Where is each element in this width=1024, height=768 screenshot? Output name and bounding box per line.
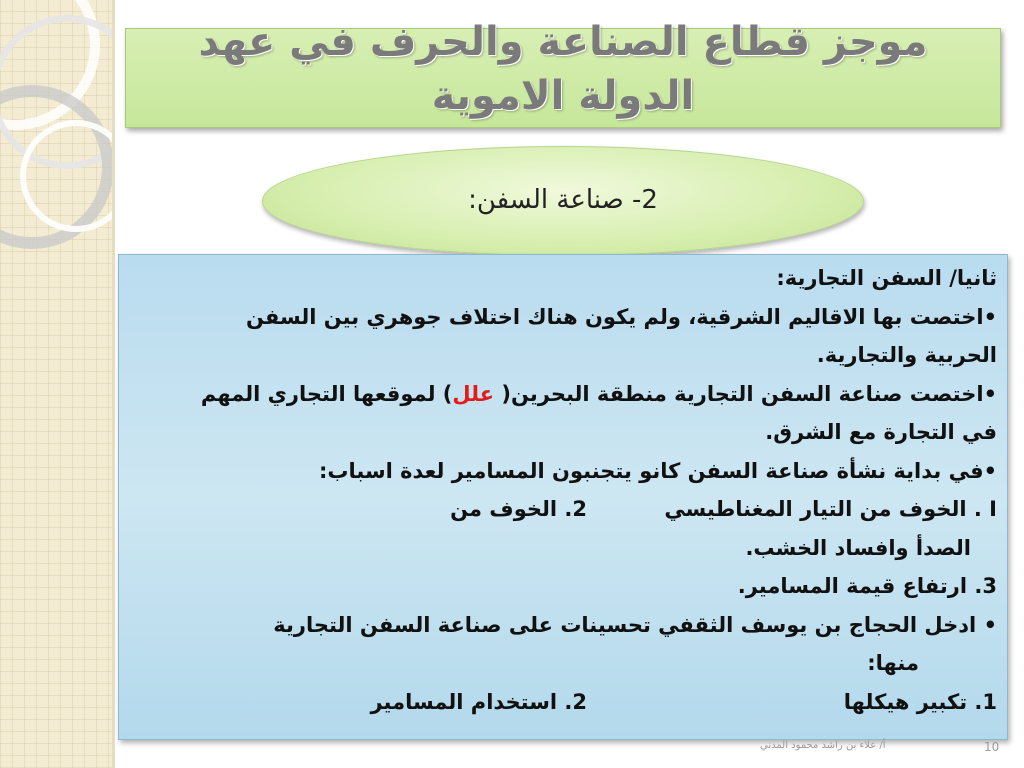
content-text bbox=[131, 259, 997, 721]
content-box bbox=[118, 254, 1008, 740]
subtitle-oval bbox=[262, 146, 864, 256]
improvement-2: 2. استخدام المسامير bbox=[370, 689, 587, 714]
title-banner bbox=[125, 19, 1001, 128]
footer-author: أ/ علاء بن راشد محمود المدني bbox=[760, 740, 886, 751]
reasons-row bbox=[131, 490, 997, 529]
reason-keyword: علل bbox=[452, 381, 495, 406]
improvements-row bbox=[131, 683, 997, 722]
side-panel-edge bbox=[112, 0, 115, 768]
section-heading: ثانيا/ السفن التجارية: bbox=[776, 266, 997, 290]
bullet-1-line-1: •اختصت بها الاقاليم الشرقية، ولم يكون هناك اختلاف جوهري بين السفن bbox=[245, 304, 997, 329]
bullet-4-line-2: منها: bbox=[867, 651, 919, 675]
improvement-1: 1. تكبير هيكلها bbox=[843, 689, 997, 714]
reason-2: 2. الخوف من bbox=[450, 497, 587, 521]
bullet-2-line-1 bbox=[131, 375, 997, 414]
decorative-side-panel bbox=[0, 0, 112, 768]
bullet-1-line-2: الحربية والتجارية. bbox=[816, 343, 997, 367]
bullet-4-line-1: • ادخل الحجاج بن يوسف الثقفي تحسينات على صناعة السفن التجارية bbox=[273, 612, 997, 637]
reason-1: I . الخوف من التيار المغناطيسي bbox=[664, 497, 997, 521]
bullet-3: •في بداية نشأة صناعة السفن كانو يتجنبون المسامير لعدة اسباب: bbox=[319, 458, 997, 483]
slide-title: موجز قطاع الصناعة والحرف في عهد الدولة الاموية bbox=[198, 19, 928, 119]
reason-3: 3. ارتفاع قيمة المسامير. bbox=[737, 574, 997, 598]
reason-2-continued: الصدأ وافساد الخشب. bbox=[745, 535, 971, 560]
slide-subtitle: 2- صناعة السفن: bbox=[468, 185, 658, 215]
bullet-2-line-2: في التجارة مع الشرق. bbox=[765, 420, 997, 444]
page-number: 10 bbox=[984, 740, 1000, 754]
bullet-2-text-a: •اختصت صناعة السفن التجارية منطقة البحرين( bbox=[501, 381, 997, 406]
bullet-2-text-b: ) لموقعها التجاري المهم bbox=[200, 381, 453, 406]
